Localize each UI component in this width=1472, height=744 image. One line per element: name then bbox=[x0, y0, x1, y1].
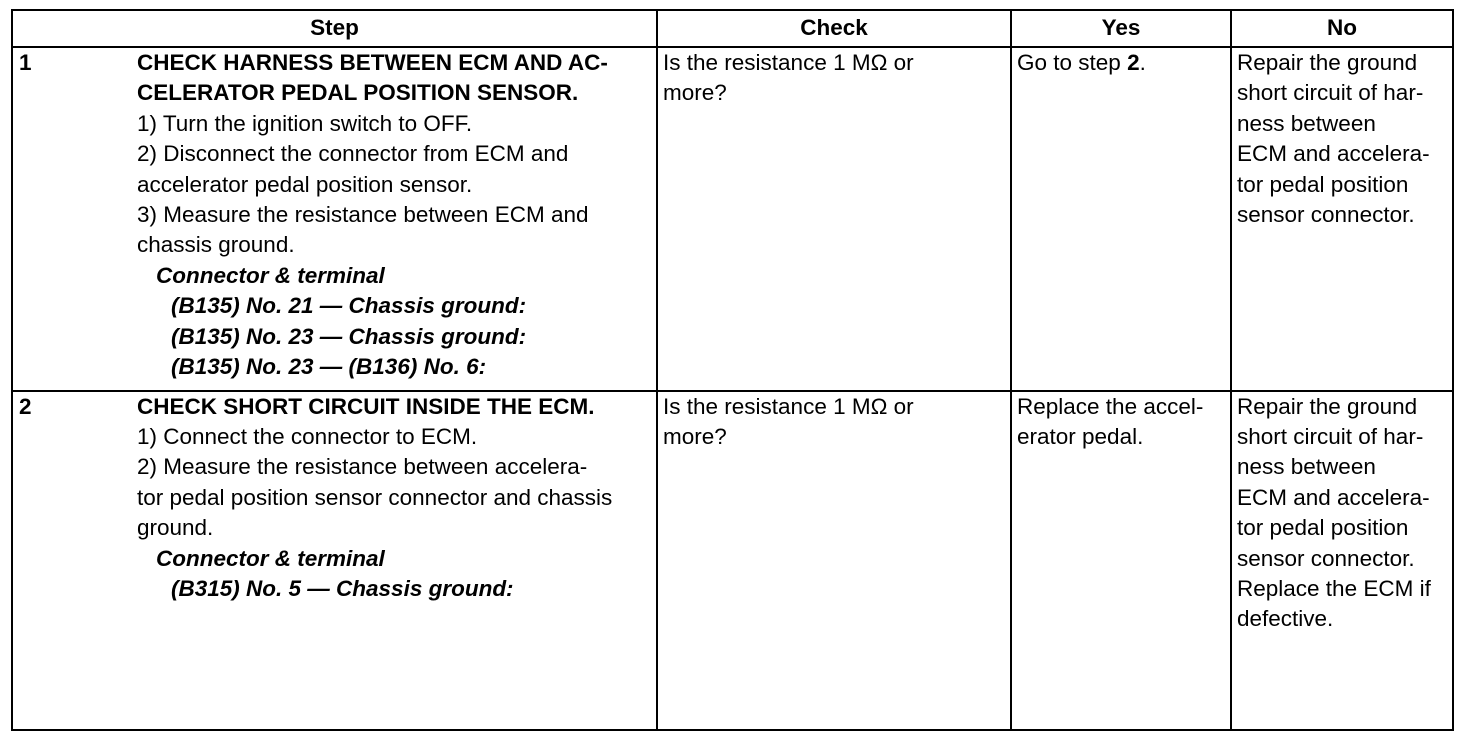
diagnostic-table bbox=[11, 9, 1454, 731]
yes-suffix: . bbox=[1139, 50, 1146, 75]
check-line: more? bbox=[663, 423, 727, 449]
check-cell bbox=[657, 391, 1011, 731]
connector-terminal-item: (B135) No. 23 — Chassis ground: bbox=[171, 323, 527, 349]
instruction-line: 2) Disconnect the connector from ECM and bbox=[137, 141, 569, 167]
step-body bbox=[137, 48, 656, 382]
step-body bbox=[137, 392, 656, 605]
yes-cell bbox=[1011, 391, 1231, 731]
no-line: defective. bbox=[1237, 606, 1334, 632]
connector-terminal-item: (B135) No. 21 — Chassis ground: bbox=[171, 293, 527, 319]
instruction-line: 1) Turn the ignition switch to OFF. bbox=[137, 110, 473, 136]
instruction-line: 3) Measure the resistance between ECM and bbox=[137, 202, 589, 228]
instruction-line: ground. bbox=[137, 515, 214, 541]
connector-terminal-item: (B315) No. 5 — Chassis ground: bbox=[171, 575, 514, 601]
yes-cell bbox=[1011, 47, 1231, 391]
step-title-line: CELERATOR PEDAL POSITION SENSOR. bbox=[137, 80, 579, 106]
no-line: Repair the ground bbox=[1237, 50, 1418, 75]
yes-prefix: Go to step bbox=[1017, 50, 1128, 75]
no-line: short circuit of har- bbox=[1237, 80, 1424, 106]
step-cell bbox=[12, 391, 657, 731]
no-line: ness between bbox=[1237, 110, 1376, 136]
header-check: Check bbox=[657, 10, 1011, 47]
step-title-line: CHECK HARNESS BETWEEN ECM AND AC- bbox=[137, 50, 608, 75]
instruction-line: 2) Measure the resistance between accelera- bbox=[137, 454, 588, 480]
no-cell bbox=[1231, 391, 1453, 731]
no-line: ECM and accelera- bbox=[1237, 141, 1430, 167]
check-line: Is the resistance 1 MΩ or bbox=[663, 50, 914, 75]
instruction-line: 1) Connect the connector to ECM. bbox=[137, 423, 478, 449]
no-line: tor pedal position bbox=[1237, 515, 1409, 541]
connector-terminal-heading: Connector & terminal bbox=[156, 545, 385, 571]
check-line: more? bbox=[663, 80, 727, 106]
header-no: No bbox=[1231, 10, 1453, 47]
no-line: ECM and accelera- bbox=[1237, 484, 1430, 510]
instruction-line: chassis ground. bbox=[137, 232, 295, 258]
no-line: tor pedal position bbox=[1237, 171, 1409, 197]
step-title-line: CHECK SHORT CIRCUIT INSIDE THE ECM. bbox=[137, 393, 595, 419]
yes-line: Replace the accel- bbox=[1017, 393, 1204, 419]
check-line: Is the resistance 1 MΩ or bbox=[663, 393, 914, 419]
header-row bbox=[12, 10, 1453, 47]
header-yes: Yes bbox=[1011, 10, 1231, 47]
no-line: short circuit of har- bbox=[1237, 423, 1424, 449]
yes-step-reference: 2 bbox=[1127, 50, 1140, 75]
step-cell bbox=[12, 47, 657, 391]
step-number: 2 bbox=[19, 393, 32, 419]
connector-terminal-item: (B135) No. 23 — (B136) No. 6: bbox=[171, 354, 487, 380]
yes-text bbox=[1017, 48, 1225, 78]
instruction-line: accelerator pedal position sensor. bbox=[137, 171, 473, 197]
connector-terminal-heading: Connector & terminal bbox=[156, 262, 385, 288]
check-cell bbox=[657, 47, 1011, 391]
no-line: Repair the ground bbox=[1237, 393, 1418, 419]
no-line: sensor connector. bbox=[1237, 202, 1415, 228]
table-row bbox=[12, 391, 1453, 731]
no-cell bbox=[1231, 47, 1453, 391]
header-step: Step bbox=[12, 10, 657, 47]
yes-line: erator pedal. bbox=[1017, 423, 1144, 449]
no-line: sensor connector. bbox=[1237, 545, 1415, 571]
instruction-line: tor pedal position sensor connector and chassis bbox=[137, 484, 613, 510]
table-row bbox=[12, 47, 1453, 391]
no-line: ness between bbox=[1237, 454, 1376, 480]
no-line: Replace the ECM if bbox=[1237, 575, 1431, 601]
step-number: 1 bbox=[19, 50, 32, 75]
